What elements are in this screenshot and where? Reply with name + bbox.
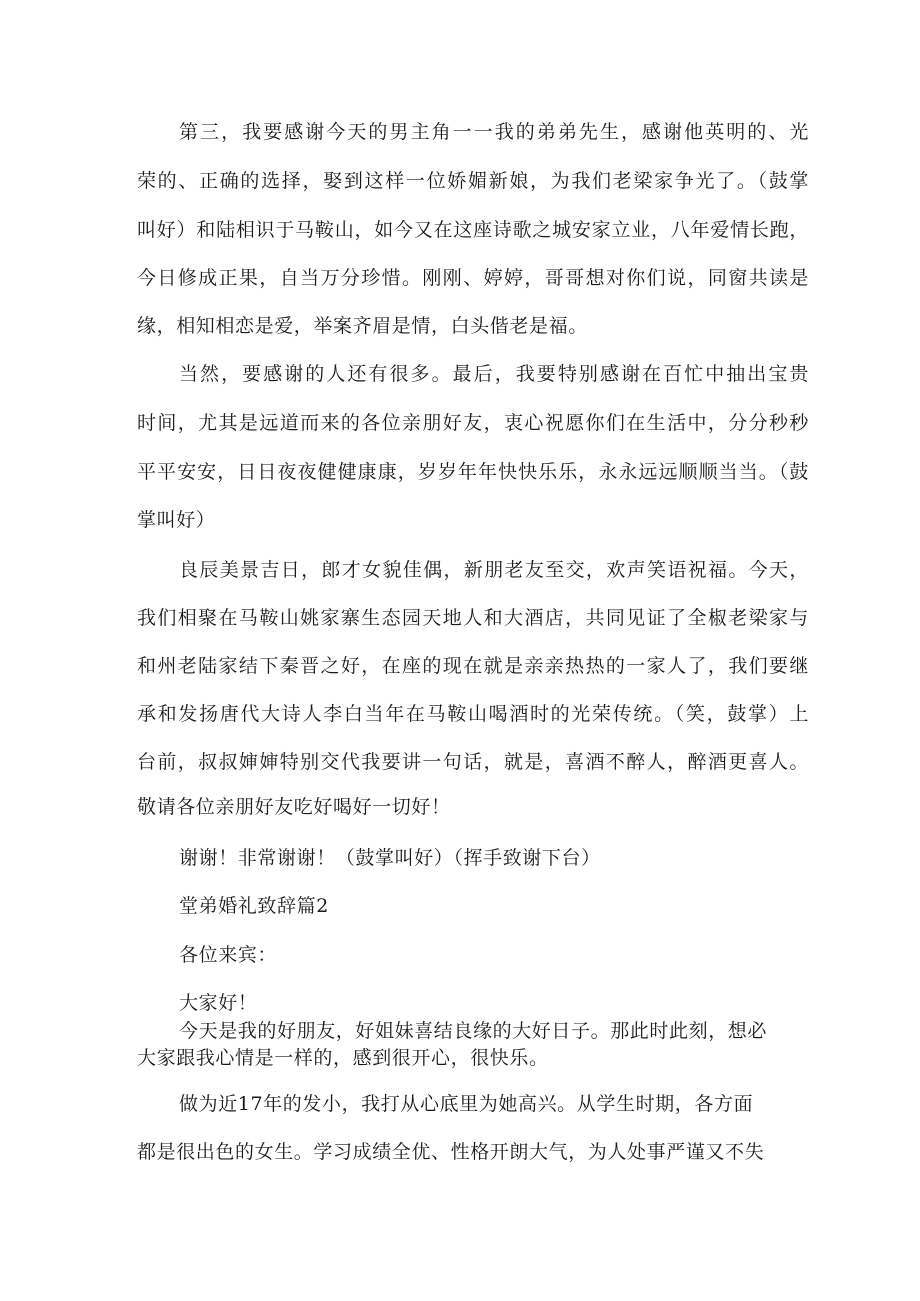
thanks-line: 谢谢！非常谢谢！（鼓掌叫好）（挥手致谢下台） xyxy=(179,847,601,869)
paragraph-2-line-1: 当然，要感谢的人还有很多。最后，我要特别感谢在百忙中抽出宝贵 xyxy=(179,363,809,385)
paragraph-1-line-5: 缘，相知相恋是爱，举案齐眉是情，白头偕老是福。 xyxy=(137,315,588,337)
paragraph-2-line-4: 掌叫好） xyxy=(137,509,216,531)
paragraph-5-line-1: 做为近17年的发小，我打从心底里为她高兴。从学生时期，各方面 xyxy=(179,1093,754,1115)
paragraph-3-line-4: 承和发扬唐代大诗人李白当年在马鞍山喝酒时的光荣传统。（笑，鼓掌）上 xyxy=(137,703,809,725)
paragraph-1-line-2: 荣的、正确的选择，娶到这样一位娇媚新娘，为我们老梁家争光了。（鼓掌 xyxy=(137,170,809,192)
paragraph-5-line-2: 都是很出色的女生。学习成绩全优、性格开朗大气，为人处事严谨又不失 xyxy=(137,1141,765,1163)
paragraph-2-line-2: 时间，尤其是远道而来的各位亲朋好友，衷心祝愿你们在生活中，分分秒秒 xyxy=(137,412,809,434)
paragraph-3-line-6: 敬请各位亲朋好友吃好喝好一切好！ xyxy=(137,796,451,818)
paragraph-3-line-2: 我们相聚在马鞍山姚家寨生态园天地人和大酒店，共同见证了全椒老梁家与 xyxy=(137,607,809,629)
salutation: 各位来宾： xyxy=(179,944,278,966)
section-title: 堂弟婚礼致辞篇2 xyxy=(179,895,329,917)
paragraph-1-line-4: 今日修成正果，自当万分珍惜。刚刚、婷婷，哥哥想对你们说，同窗共读是 xyxy=(137,267,809,289)
paragraph-3-line-3: 和州老陆家结下秦晋之好，在座的现在就是亲亲热热的一家人了，我们要继 xyxy=(137,655,809,677)
paragraph-3-line-1: 良辰美景吉日，郎才女貌佳偶，新朋老友至交，欢声笑语祝福。今天， xyxy=(179,559,809,581)
paragraph-4-line-2: 大家跟我心情是一样的，感到很开心，很快乐。 xyxy=(137,1047,549,1069)
paragraph-3-line-5: 台前，叔叔婶婶特别交代我要讲一句话，就是，喜酒不醉人，醉酒更喜人。 xyxy=(137,751,809,773)
paragraph-4-line-1: 今天是我的好朋友，好姐妹喜结良缘的大好日子。那此时此刻，想必 xyxy=(179,1020,768,1042)
paragraph-2-line-3: 平平安安，日日夜夜健健康康，岁岁年年快快乐乐，永永远远顺顺当当。（鼓 xyxy=(137,461,809,483)
paragraph-1-line-3: 叫好）和陆相识于马鞍山，如今又在这座诗歌之城安家立业，八年爱情长跑， xyxy=(137,219,809,241)
paragraph-1-line-1: 第三，我要感谢今天的男主角一一我的弟弟先生，感谢他英明的、光 xyxy=(179,121,809,143)
greeting: 大家好！ xyxy=(179,992,258,1014)
